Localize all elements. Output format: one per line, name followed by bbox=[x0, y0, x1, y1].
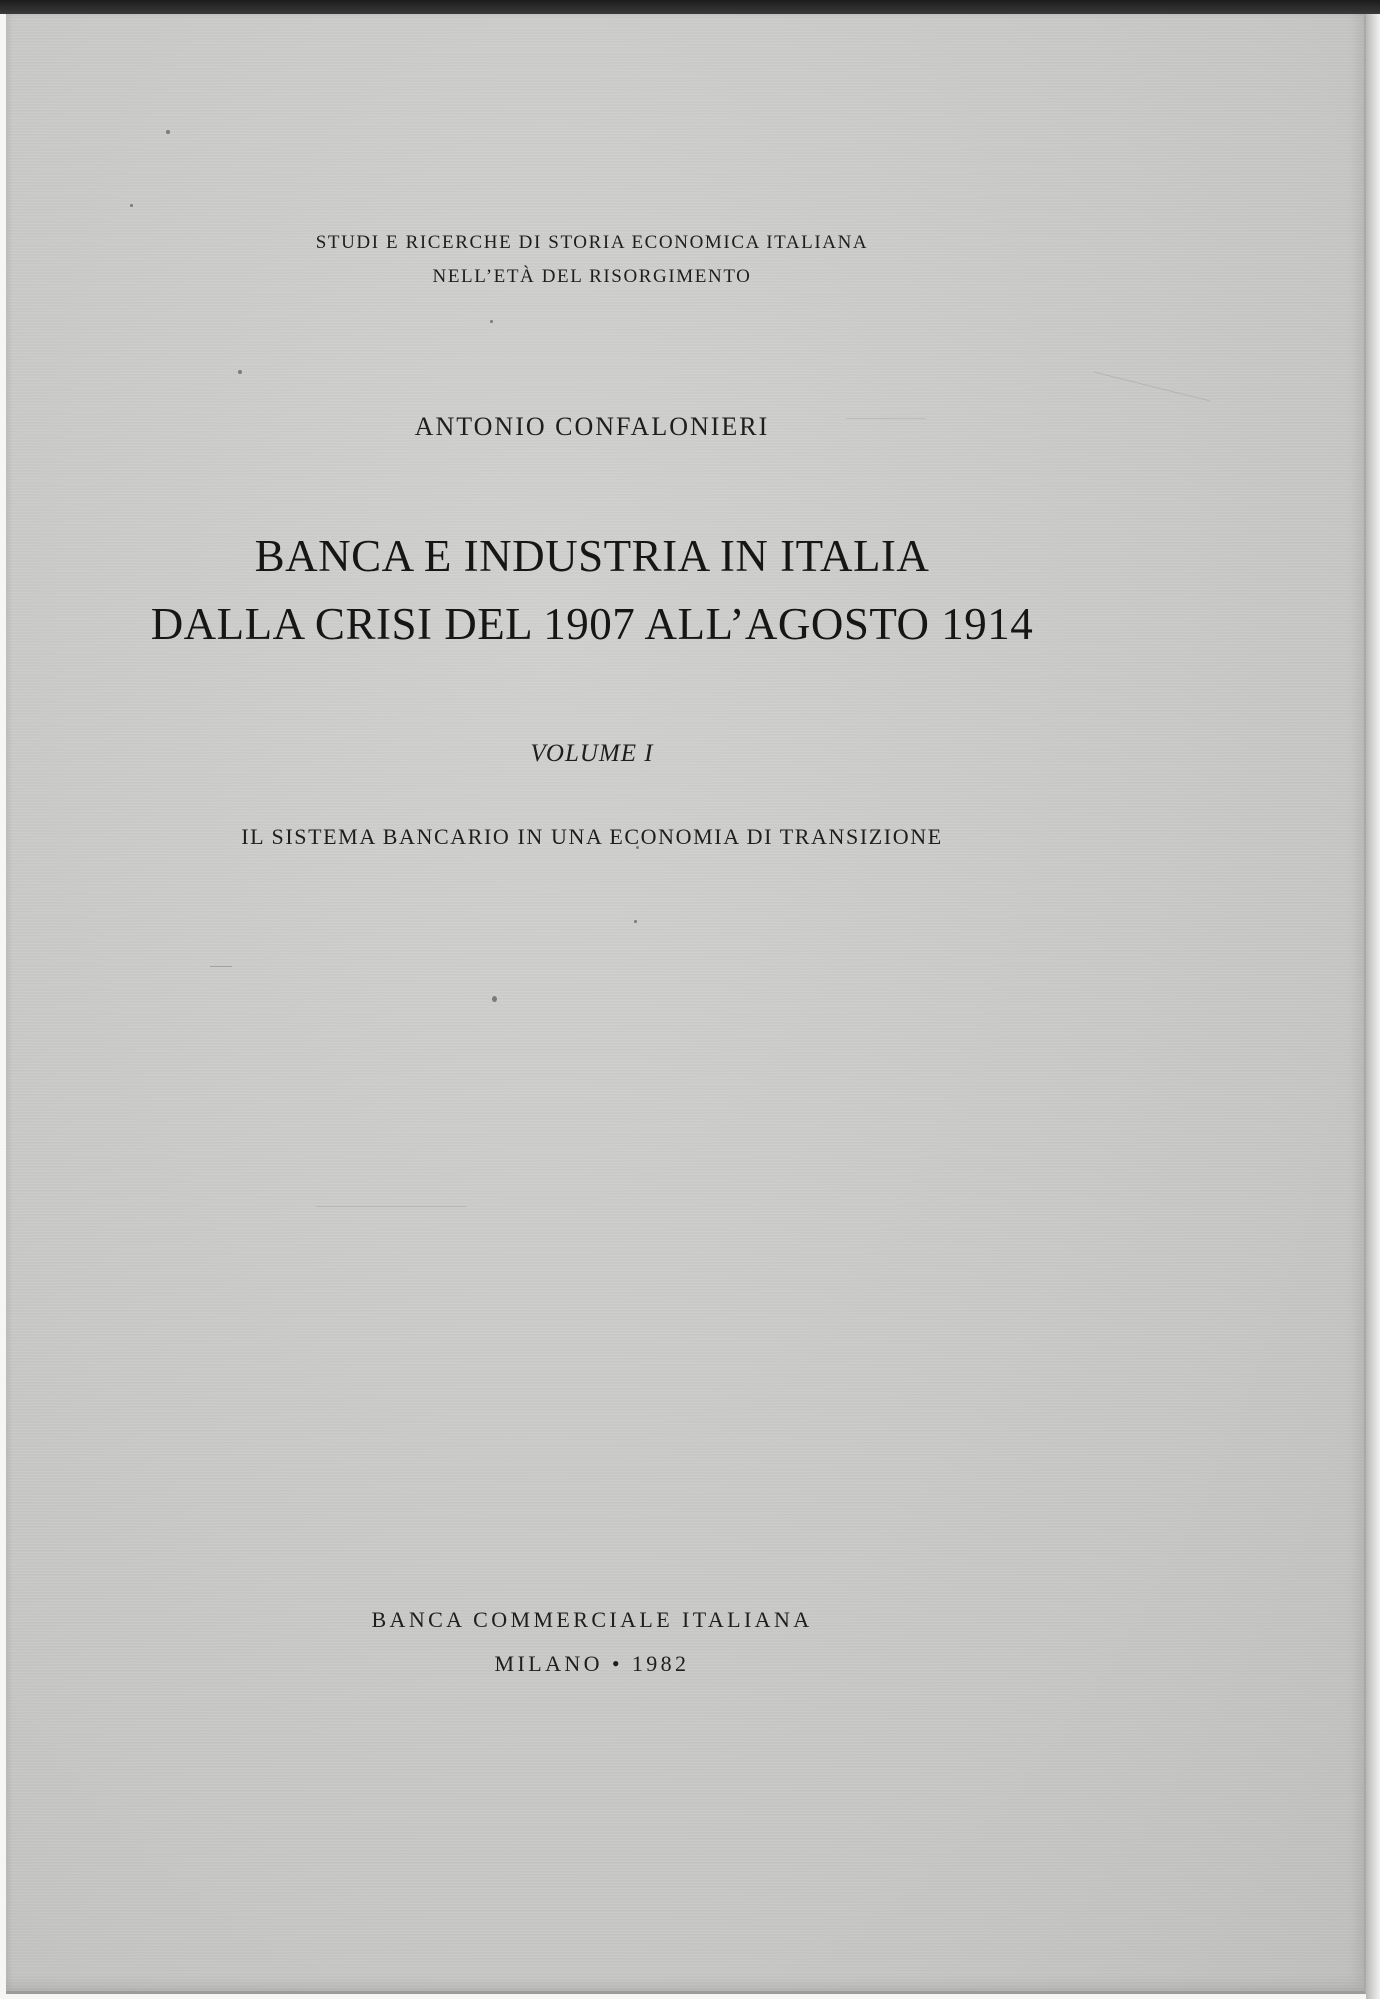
paper-speck bbox=[492, 996, 497, 1002]
paper-crease bbox=[1094, 371, 1211, 401]
series-title bbox=[12, 226, 1172, 294]
series-line-2: NELL’ETÀ DEL RISORGIMENTO bbox=[432, 266, 752, 287]
paper-crease bbox=[316, 1206, 466, 1207]
title-line-2: DALLA CRISI DEL 1907 ALL’AGOSTO 1914 bbox=[150, 599, 1034, 649]
publisher-place-year: MILANO • 1982 bbox=[494, 1651, 690, 1676]
title-line-1: BANCA E INDUSTRIA IN ITALIA bbox=[254, 531, 930, 581]
book-title bbox=[12, 522, 1172, 658]
series-line-1: STUDI E RICERCHE DI STORIA ECONOMICA ITALIANA bbox=[315, 232, 869, 253]
paper-speck bbox=[166, 130, 170, 134]
publisher-block bbox=[12, 1598, 1172, 1686]
paper-speck bbox=[634, 920, 637, 923]
volume-subtitle: IL SISTEMA BANCARIO IN UNA ECONOMIA DI TRANSIZIONE bbox=[241, 824, 943, 849]
volume-label: VOLUME I bbox=[530, 740, 654, 767]
paper-speck bbox=[238, 370, 242, 374]
author-name: ANTONIO CONFALONIERI bbox=[414, 412, 770, 441]
page-edge bbox=[1366, 14, 1380, 1999]
paper-crease bbox=[210, 966, 232, 967]
paper-speck bbox=[490, 320, 493, 323]
cover-paper bbox=[6, 14, 1366, 1994]
publisher-name: BANCA COMMERCIALE ITALIANA bbox=[371, 1607, 813, 1632]
spine-strip bbox=[0, 0, 1380, 14]
paper-speck bbox=[130, 204, 133, 207]
